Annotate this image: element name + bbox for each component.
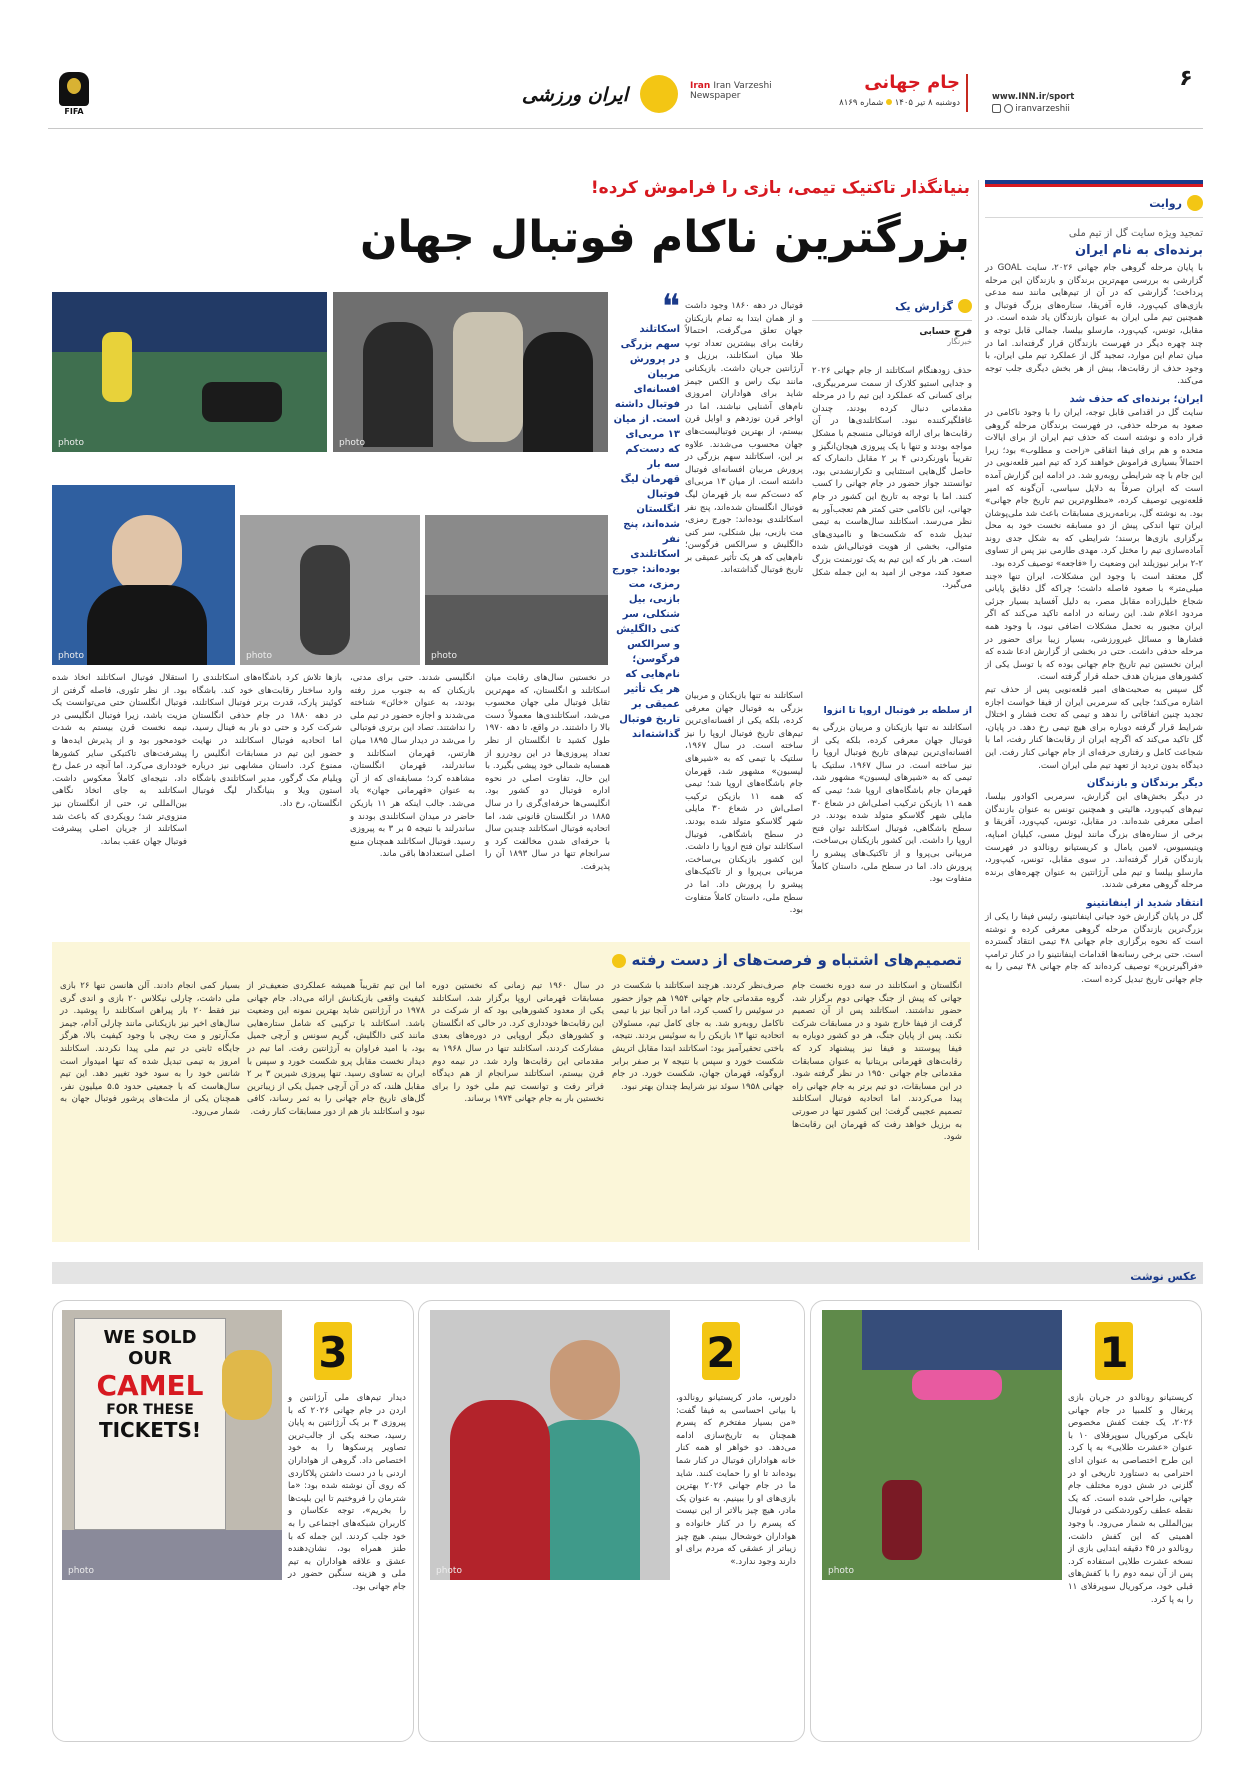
- sidebox-column-4: اما این تیم تقریباً همیشه عملکردی ضعیف‌تر از کیفیت واقعی بازیکنانش ارائه می‌داد. جام جهانی ۱۹۷۸ در آرژانتین شاید بهترین نمونه این وضعیت باشد. اسکاتلند با ترکیبی که شامل ستاره‌هایی مانند کنی دالگلیش، گریم سونس و آرچی جمیل بود، با امید فراوان به آرژانتین رفت. اما تیم در دیدار نخست مقابل پرو شکست خورد و سپس با ایران به تساوی رسید. تنها پیروزی شیرین ۳ بر ۲ مقابل هلند، که در آن آرچی جمیل یکی از زیباترین گل‌های تاریخ جام جهانی را به ثمر رساند، کافی نبود و اسکاتلند باز هم از دور مسابقات کنار رفت.: [247, 981, 425, 1117]
- gallery-label-bar: [52, 1262, 1203, 1284]
- section-title: جام جهانی: [864, 72, 960, 93]
- sidebar-title: برنده‌ای به نام ایران: [1074, 243, 1203, 258]
- site-url[interactable]: www.INN.ir/sport: [992, 92, 1075, 102]
- dot-icon: [886, 99, 892, 105]
- yellow-sun-icon: [640, 75, 678, 113]
- gallery-photo-2: photo: [430, 1310, 670, 1580]
- main-kicker: بنیانگذار تاکتیک تیمی، بازی را فراموش کرده!: [590, 178, 970, 198]
- dot-icon: [958, 299, 972, 313]
- gallery-caption-3: دیدار تیم‌های ملی آرژانتین و اردن در جام جهانی ۲۰۲۶ که با پیروزی ۳ بر یک آرژانتین به پایان رسید، صحنه یکی از جالب‌ترین تصاویر پرسکوها را به خود اختصاص داد. گروهی از هواداران اردنی با در دست داشتن پلاکاردی که روی آن نوشته شده بود: «ما شترمان را فروختیم تا این بلیت‌ها را بخریم»، توجه عکاسان و کاربران شبکه‌های اجتماعی را به خود جلب کردند. این جمله که با طنز همراه بود، نشان‌دهنده عشق و علاقه هواداران به تیم ملی و هزینه سنگین حضور در جام جهانی بود.: [288, 1393, 406, 1592]
- gallery-label: عکس نوشت: [1130, 1270, 1197, 1283]
- page-header: [0, 58, 1250, 118]
- sidebar-divider: [978, 180, 979, 1250]
- sidebox: [52, 942, 970, 1242]
- sidebox-column-1: انگلستان و اسکاتلند در سه دوره نخست جام جهانی که پیش از جنگ جهانی دوم برگزار شد، حضور نداشتند. اسکاتلند پس از آن تصمیم گرفت از فیفا خارج شود و در مسابقات شرکت نکند. پس از پایان جنگ، هر دو کشور دوباره به فیفا پیوستند و فیفا نیز پیشنهاد کرد که رقابت‌های قهرمانی بریتانیا به عنوان مسابقات مقدماتی جام جهانی ۱۹۵۰ در نظر گرفته شود. در این مسابقات، دو تیم برتر به جام جهانی راه پیدا می‌کردند. اما اتحادیه فوتبال اسکاتلند تصمیم عجیبی گرفت: این کشور تنها در صورتی به برزیل خواهد رفت که قهرمان این رقابت‌ها شود.: [792, 981, 962, 1143]
- sidebar-kicker: تمجید ویژه سایت گل از تیم ملی: [1068, 228, 1203, 239]
- article-column-a: حذف زودهنگام اسکاتلند از جام جهانی ۲۰۲۶ و جدایی استیو کلارک از سمت سرمربیگری، برای کسانی که عملکرد این تیم را در مرحله مقدماتی دنبال کرده بودند، چندان غافلگیرکننده نبود. اسکاتلندی‌ها در آن رقابت‌ها برای ارائه فوتبالی منسجم با مشکل مواجه بودند و تنها با یک پیروزی هیجان‌انگیز و تقریباً باورنکردنی ۴ بر ۲ مقابل دانمارک که حاصل گل‌هایی استثنایی و تکرارنشدنی بود، توانستند جواز حضور در جام جهانی را کسب کنند. اما با توجه به تاریخ این کشور در جام جهانی، این ناکامی حتی کمتر هم تعجب‌آور به نظر می‌رسد. اسکاتلند سال‌هاست به تیمی تبدیل شده که شکست‌ها و ناامیدی‌های متوالی، بخشی از هویت فوتبالی‌اش شده است. هر بار که این تیم به یک تورنمنت بزرگ صعود کند، موجی از امید به این جمله شکل می‌گیرد.: [812, 366, 972, 591]
- sidebox-column-2: صرف‌نظر کردند. هرچند اسکاتلند با شکست در گروه مقدماتی جام جهانی ۱۹۵۴ هم جواز حضور در سوئیس را کسب کرد، اما در آنجا نیز با تیمی ناکامل روبه‌رو شد. به جای کامل تیم، مسئولان اتحادیه تنها ۱۳ بازیکن را به سوئیس بردند. نتیجه، باختی تحقیرآمیز بود: اسکاتلند ابتدا مقابل اتریش شکست خورد و سپس با نتیجه ۷ بر صفر برابر اروگوئه، قهرمان جهان، شکست خورد. در جام جهانی ۱۹۵۸ سوئد نیز شرایط چندان بهتر نبود.: [612, 981, 784, 1092]
- article-column-c: فوتبال در دهه ۱۸۶۰ وجود داشت و از همان ابتدا به تمام بازیکنان جهان تعلق می‌گرفت، احتمالاً رقابت برای بیشترین تعداد توپ طلا میان اسکاتلند، برزیل و آرژانتین جریان داشت. بازیکنانی مانند نیک راس و الکس جیمز شاید برای هواداران امروزی نام‌های آشنایی نباشند، اما در اواخر قرن نوزدهم و اوایل قرن بیستم، از بهترین فوتبالیست‌های جهان محسوب می‌شدند. علاوه بر این، اسکاتلند سهم بزرگی در پرورش مربیان افسانه‌ای فوتبال داشته است. از میان ۱۳ مربی‌ای که دست‌کم سه بار قهرمان لیگ فوتبال انگلستان شده‌اند، پنج نفر اسکاتلندی بوده‌اند: جورج رمزی، مت بازبی، بیل شنکلی، سر کنی دالگلیش و سرالکس فرگوسن؛ نام‌هایی که هر یک تأثیر عمیقی بر تاریخ فوتبال گذاشته‌اند.: [685, 301, 803, 576]
- sidebar-subhead-3: انتقاد شدید از اینفانتینو: [1086, 897, 1203, 909]
- header-rule-red: [985, 184, 1203, 187]
- gallery-photo-1: photo: [822, 1310, 1062, 1580]
- social-handle[interactable]: [992, 104, 1112, 114]
- date-line: دوشنبه ۸ تیر ۱۴۰۵ شماره ۸۱۶۹: [839, 98, 960, 108]
- gallery-number-1: 1: [1095, 1322, 1133, 1380]
- photo-players-pitch: photo: [52, 292, 327, 452]
- sidebox-column-5: بسیار کمی انجام دادند. آلن هانسن تنها ۲۶ بازی ملی داشت، چارلی نیکلاس ۲۰ بازی و اندی گری نیز فقط ۲۰ بار پیراهن اسکاتلند را پوشید. در سال‌های اخیر نیز بازیکنانی مانند چارلی آدام، جیمز مک‌آرتور و مت ریچی با وجود کیفیت بالا، هرگز جایگاه ثابتی در تیم ملی پیدا نکردند. اسکاتلند امروز به تیمی تبدیل شده که تنها امیدوار است شانس خود را به سود خود تغییر دهد. این تیم سال‌هاست که با جمعیتی حدود ۵.۵ میلیون نفر، همچنان یکی از ملت‌های پرشور فوتبال جهان به شمار می‌رود.: [60, 981, 240, 1117]
- sidebar-paragraph-5: گل در پایان گزارش خود جیانی اینفانتینو، رئیس فیفا را یکی از بزرگ‌ترین بازندگان مرحله گروهی معرفی کرده و نوشته است که نحوه برگزاری جام جهانی ۴۸ تیمی انتقاد گسترده است. حتی برخی رسانه‌ها اقدامات اینفانتینو را در کنار ترامپ «فراگیرترین» توصیف کرده‌اند که جام جهانی ۴۸ تیمی را به جام جهانی تاریخ تبدیل کرده است.: [985, 911, 1203, 985]
- photo-ferguson-trophy: photo: [333, 292, 608, 452]
- sidebar-paragraph-2: گل معتقد است با وجود این مشکلات، ایران تنها «چند میلی‌متر» با صعود فاصله داشت؛ چراکه گل دقایق پایانی شجاع خلیل‌زاده مقابل مصر، به دلیل آفساید بسیار جزئی مردود اعلام شد. این رسانه در ادامه تاکید می‌کند که اگر ایران مجبور به تحمل مشکلات اضافی نبود، با وجود همه فشارها و مسائل غیرورزشی، بسیار زیبا برای حضور در مرحله حذفی داشت. حتی در بخشی از گزارش ادعا شده که ایران نخستین تیم تاریخ جام جهانی بوده که با توسل یکی از کشورهای میزبان هدف حمله قرار گرفته است.: [985, 571, 1203, 683]
- sidebox-title: تصمیم‌های اشتباه و فرصت‌های از دست رفته: [352, 950, 962, 969]
- lower-column-3: بازها تلاش کرد باشگاه‌های اسکاتلندی را وارد ساختار رقابت‌های خود کند. باشگاه کوئینز پارک، قدرت برتر فوتبال اسکاتلند، در دهه ۱۸۸۰ در جام حذفی انگلستان شرکت کرد و حتی دو بار به فینال رسید، اما اتحادیه فوتبال اسکاتلند در نهایت حضور این تیم در مسابقات انگلیس را ممنوع کرد. داستان مشابهی نیز درباره ویلیام مک گرگور، مدیر اسکاتلندی باشگاه استون ویلا و بنیانگذار لیگ فوتبال انگلستان، رخ داد.: [192, 673, 342, 809]
- article-column-c2: اسکاتلند نه تنها بازیکنان و مربیان بزرگی به فوتبال جهان معرفی کرده، بلکه یکی از افسانه‌ای‌ترین تیم‌های تاریخ فوتبال اروپا را نیز ساخته است. در سال ۱۹۶۷، سلتیک با تیمی که به «شیرهای لیسبون» مشهور شد، قهرمان جام باشگاه‌های اروپا شد؛ تیمی که همه ۱۱ بازیکن ترکیب اصلی‌اش در شعاع ۳۰ مایلی شهر گلاسکو متولد شده بودند. در سطح باشگاهی، فوتبال اسکاتلند توان فتح اروپا را داشت. این کشور بازیکنان بی‌ساخت، مربیانی بی‌پروا و از تاکتیک‌های پیشرو را پرورش داد. اما در سطح ملی، داستان کاملاً متفاوت بود.: [685, 691, 803, 916]
- sidebar: [985, 188, 1203, 1238]
- gallery-number-3: 3: [314, 1322, 352, 1380]
- dot-icon: [1187, 195, 1203, 211]
- fifa-trophy-logo: [55, 72, 93, 120]
- social-handle-text: iranvarzeshii: [1015, 104, 1070, 114]
- instagram-icon: [992, 104, 1001, 113]
- sidebar-subhead-2: دیگر برندگان و بازندگان: [1086, 778, 1203, 790]
- sidebar-tag: روایت: [985, 192, 1203, 211]
- paper-logo: ایران ورزشی: [521, 84, 629, 106]
- pull-quote: ❝ اسکاتلند سهم بزرگی در پرورش مربیان افسانه‌ای فوتبال داشته است. از میان ۱۳ مربی‌ای که دست‌کم سه بار قهرمان لیگ فوتبال انگلستان شده‌اند، پنج نفر اسکاتلندی بوده‌اند: جورج رمزی، مت بازبی، بیل شنکلی، سر کنی دالگلیش و سرالکس فرگوسن؛ نام‌هایی که هر یک تأثیر عمیقی بر تاریخ فوتبال گذاشته‌اند: [612, 287, 680, 740]
- sidebar-intro: با پایان مرحله گروهی جام جهانی ۲۰۲۶، سایت GOAL در گزارشی به بررسی مهم‌ترین برندگان و بازندگان این مرحله پرداخت؛ گزارشی که در آن از تیم‌هایی مانند سه مدعی بازی‌های کیپ‌ورد، قاره آفریقا، ستاره‌های بزرگ فوتبال و همچنین تیم ملی ایران به عنوان بازندگان یاد شده است. در مقابل، تونس، کیپ‌ورد، مارسلو بیلسا، جمالی قابل توجه و چند چهره دیگر در فهرست بازندگان قرار گرفته‌اند. اما در میان تمام این موارد، تمجید گل از عملکرد تیم ملی ایران، با وجود حذف از رقابت‌ها، بیش از هر بخش دیگری جلب توجه می‌کند.: [985, 263, 1203, 387]
- paper-name-en: Iran Iran Varzeshi Newspaper: [690, 81, 772, 101]
- sidebar-paragraph-4: در دیگر بخش‌های این گزارش، سرمربی اکوادور بیلسا، تیم‌های کیپ‌ورد، هائیتی و همچنین تونس به عنوان بازندگان اصلی معرفی شده‌اند. در مقابل، تونس، کیپ‌ورد، آفریقا و برخی از ستاره‌های بزرگ مانند لیونل مسی، کیلیان امباپه، وینیسیوس، لامین یامال و کریستیانو رونالدو در فهرست بازندگان قرار گرفته‌اند. در سوی مقابل، تونس، کیپ‌ورد، مارسلو بیلسا و تیم ملی آرژانتین به عنوان چهره‌های برنده مرحله گروهی معرفی شدند.: [985, 792, 1203, 891]
- dot-icon: [612, 954, 626, 968]
- fifa-label: FIFA: [64, 107, 84, 116]
- photo-historic-match-1: photo: [425, 515, 608, 665]
- telegram-icon: [1004, 104, 1013, 113]
- main-headline: بزرگترین ناکام فوتبال جهان: [359, 212, 970, 263]
- photo-historic-match-2: photo: [240, 515, 420, 665]
- vertical-divider: [966, 74, 968, 112]
- gallery-number-2: 2: [702, 1322, 740, 1380]
- sidebar-subhead-1: ایران؛ برنده‌ای که حذف شد: [1069, 393, 1203, 405]
- gallery-caption-2: دلورس، مادر کریستیانو رونالدو، با بیانی احساسی به فیفا گفت: «من بسیار مفتخرم که پسرم همچنان به تاریخ‌سازی ادامه می‌دهد. دو خواهر او همه کنار خانه هواداران فوتبال در کنار شما بوده‌اند تا او را حمایت کنند. شاید ما در جام جهانی ۲۰۲۶ بهترین بازی‌های او را ببینیم. به عنوان یک مادر، هیچ چیز بالاتر از این نیست که پسرم را در کنار خانواده و هواداران خوشحال ببینم. هیچ چیز زیباتر از عشقی که مردم برای او دارند وجود ندارد.»: [676, 1393, 797, 1567]
- sidebar-paragraph-3: گل سپس به صحبت‌های امیر قلعه‌نویی پس از حذف تیم اشاره می‌کند؛ جایی که سرمربی ایران از فیفا خواست اجازه تجدید چنین اتفاقاتی را ندهد و تیمی که تحت فشار و اختلال شرایط قرار گرفته دوباره برای هیچ تیمی رخ دهد. در پایان، گل تاکید می‌کند که اگرچه ایران از رقابت‌ها کنار رفت، اما با شجاعت کامل و رفتاری حرفه‌ای از جام جهانی کنار رفت. این دیدگاه بدون تردید از تعهد تیم ملی ایران است.: [985, 685, 1203, 771]
- sidebox-column-3: در سال ۱۹۶۰ تیم زمانی که نخستین دوره مسابقات قهرمانی اروپا برگزار شد، اسکاتلند یکی از معدود کشورهایی بود که از شرکت در این رقابت‌ها خودداری کرد. در حالی که انگلستان و کشورهای دیگر اروپایی در دوره‌های بعدی مشارکت کردند، اسکاتلند تنها در سال ۱۹۶۸ به مقدماتی این رقابت‌ها وارد شد. در نیمه دوم قرن بیستم، اسکاتلند سرانجام از هم دیدگاه فراتر رفت و توانست تیم ملی خود را برای نخستین بار به جام جهانی ۱۹۷۴ برساند.: [432, 981, 604, 1105]
- lower-column-2: انگلیسی شدند. حتی برای مدتی، بازیکنان که به جنوب مرز رفته بودند، به عنوان «خائن» شناخته می‌شدند و اجازه حضور در تیم ملی را نداشتند. تصاد این برتری فوتبالی را می‌شد در دیدار سال ۱۸۹۵ میان هارتس، قهرمان اسکاتلند و ساندرلند، قهرمان انگلستان، مشاهده کرد؛ مسابقه‌ای که از آن به عنوان «قهرمانی جهان» یاد می‌شد. جالب اینکه هر ۱۱ بازیکن حاضر در میدان اسکاتلندی بودند و ساندرلند با نتیجه ۵ بر ۳ به پیروزی رسید. فوتبال اسکاتلند همچنان منبع اصلی استعدادها باقی ماند.: [350, 673, 476, 860]
- quote-icon: ❝: [661, 287, 680, 327]
- article-column-b: از سلطه بر فوتبال اروپا تا انزوا: [823, 705, 972, 716]
- photo-coach-portrait: photo: [52, 485, 235, 665]
- gallery-caption-1: کریستیانو رونالدو در جریان بازی پرتغال و کلمبیا در جام جهانی ۲۰۲۶، یک جفت کفش مخصوص نایکی مرکوریال سوپرفلای ۱۰ با عنوان «عشرت طلایی» به پا کرد. این طرح اختصاصی به عنوان ادای احترامی به دستاورد تاریخی او در گلزنی در شش دوره مختلف جام جهانی، طراحی شده است. که یک نقطه عطف رکوردشکنی در فوتبال بین‌المللی به شمار می‌رود. با وجود اهمیتی که این کفش داشت، رونالدو در ۴۵ دقیقه ابتدایی بازی از نسخه عشرت طلایی استفاده کرد. پس از آن نیمه دوم را با کفش‌های قبلی خود، مرکوریال سوپرفلای ۱۱ را به پا کرد.: [1068, 1393, 1193, 1605]
- article-column-b-text: اسکاتلند نه تنها بازیکنان و مربیان بزرگی به فوتبال جهان معرفی کرده، بلکه یکی از افسانه‌ای‌ترین تیم‌های تاریخ فوتبال اروپا را نیز ساخته است. در سال ۱۹۶۷، سلتیک با تیمی که به «شیرهای لیسبون» مشهور شد، قهرمان جام باشگاه‌های اروپا شد؛ تیمی که همه ۱۱ بازیکن ترکیب اصلی‌اش در شعاع ۳۰ مایلی شهر گلاسکو متولد شده بودند. در سطح باشگاهی، فوتبال اسکاتلند توان فتح اروپا را داشت. این کشور بازیکنان بی‌ساخت، مربیانی بی‌پروا و از تاکتیک‌های پیشرو را پرورش داد. اما در سطح ملی، داستان کاملاً متفاوت بود.: [812, 723, 973, 885]
- lower-column-4: استقلال فوتبال اسکاتلند اتخاذ شده بود. از نظر تئوری، فاصله گرفتن از فوتبال انگلستان حتی می‌توانست یک مزیت باشد، زیرا فوتبال انگلیسی در نیمه نخست قرن بیستم به شدت خودمحور بود و از پذیرش ایده‌ها و پیشرفت‌های تاکتیکی سایر کشورها خودداری می‌کرد. اما آنچه در عمل رخ داد، نتیجه‌ای کاملاً معکوس داشت. اسکاتلند به جای اتخاذ نگاهی بین‌المللی تر، حتی از انگلستان نیز منزوی‌تر شد؛ رویکردی که باعث شد اسکاتلند از جریان اصلی پیشرفت فوتبال جهان عقب بماند.: [52, 673, 187, 847]
- sidebar-paragraph-1: سایت گل در اقدامی قابل توجه، ایران را با وجود ناکامی در صعود به مرحله حذفی، در فهرست برندگان مرحله گروهی قرار داده و نوشته است که حذف تیم ایران از برای ایالات متحده و هم برای فیفا اتفاقی «راحت و مطلوب» بود؛ زیرا احتمالاً بسیاری فراموش خواهند کرد که تیم امیر قلعه‌نویی در این جام با چه شرایطی روبه‌رو شد. در ادامه این گزارش آمده است که ایران صرفاً به دلایل سیاسی، آن‌گونه که امیر قلعه‌نویی توصیف کرده، «مظلوم‌ترین تیم تاریخ جام جهانی» بود. به نوشته گل، برنامه‌ریزی مسابقات باعث شد ملی‌پوشان ایران تنها اندکی پیش از دو مسابقه نخست خود به محل برگزاری بازی‌ها برسند؛ شرایطی که به شکل جدی روند آماده‌سازی تیم را مختل کرد. مهدی طارمی نیز پس از تساوی ۲-۲ برابر نیوزیلند این وضعیت را «فاجعه» توصیف کرده بود.: [985, 407, 1203, 570]
- report-tag: گزارش یک: [812, 295, 972, 314]
- page-number: ۶: [1179, 66, 1193, 91]
- author-name: فرج حسابی: [919, 327, 972, 337]
- gallery-photo-3: WE SOLD OUR CAMEL FOR THESE TICKETS! photo: [62, 1310, 282, 1580]
- author-role: خبرنگار: [947, 337, 972, 346]
- article-byline: [812, 295, 972, 346]
- camel-sign: WE SOLD OUR CAMEL FOR THESE TICKETS!: [74, 1318, 226, 1530]
- lower-column-1: در نخستین سال‌های رقابت میان اسکاتلند و انگلستان، که مهم‌ترین تقابل فوتبال ملی جهان محسوب می‌شد، اسکاتلندی‌ها معمولاً دست بالا را داشتند. در واقع، تا دهه ۱۹۷۰ طول کشید تا انگلستان از نظر تعداد پیروزی‌ها در این رودررو از همسایه شمالی خود پیشی بگیرد. با این حال، تفاوت اصلی در نحوه اداره فوتبال دو کشور بود. انگلیسی‌ها حرفه‌ای‌گری را در سال ۱۸۸۵ در انگلستان قانونی شد، اما اتحادیه فوتبال اسکاتلند چندین سال با حرفه‌ای شدن مخالفت کرد و سرانجام تنها در سال ۱۸۹۳ آن را پذیرفت.: [485, 673, 610, 872]
